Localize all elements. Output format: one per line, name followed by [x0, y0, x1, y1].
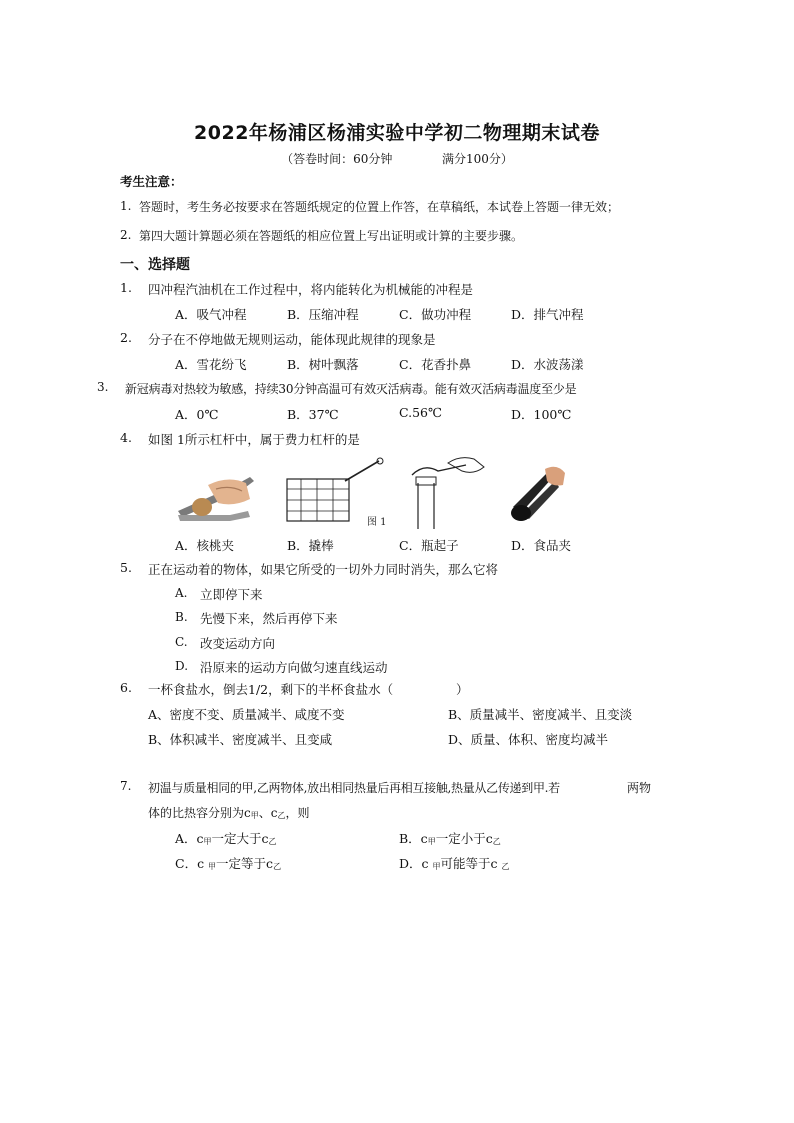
q5-option-b-letter: B.: [175, 610, 188, 624]
q7-option-c-sub1: 甲: [208, 862, 217, 871]
q7-option-d-prefix: D．c: [399, 856, 433, 871]
q2-num: 2.: [120, 330, 132, 345]
q5-option-b-text: 先慢下来，然后再停下来: [200, 611, 338, 626]
q2-option-d: D．水波荡漾: [511, 357, 584, 372]
q3-option-a: A．0℃: [175, 407, 219, 422]
bottle-opener-figure: [412, 458, 484, 529]
q3-option-b: B．37℃: [287, 407, 339, 422]
exam-meta: [0, 150, 794, 167]
q7-stem2-end: ，则: [285, 806, 310, 820]
q7-stem-line2: [148, 804, 309, 821]
q6-stem-end: ）: [456, 682, 469, 697]
figure-1-caption: 图 1: [367, 517, 387, 528]
q1-option-d: D．排气冲程: [511, 307, 584, 322]
q3-option-d: D．100℃: [511, 407, 572, 422]
q3-option-c: C.56℃: [399, 405, 442, 420]
time-label: （答卷时间：60分钟: [281, 152, 393, 166]
q2-stem: 分子在不停地做无规则运动，能体现此规律的现象是: [148, 332, 436, 347]
q5-option-d-text: 沿原来的运动方向做匀速直线运动: [200, 660, 388, 675]
food-tongs-figure: [511, 467, 565, 521]
q7-stem2-text: 体的比热容分别为c: [148, 806, 251, 820]
q4-num: 4.: [120, 430, 132, 445]
q7-num: 7.: [120, 779, 132, 793]
q7-option-b-sub1: 甲: [427, 837, 436, 846]
q7-option-b-sub2: 乙: [492, 837, 501, 846]
q3-stem: 新冠病毒对热较为敏感，持续30分钟高温可有效灭活病毒。能有效灭活病毒温度至少是: [125, 382, 577, 396]
q5-num: 5.: [120, 560, 132, 575]
q7-option-a-body: 一定大于c: [211, 831, 269, 846]
q5-stem: 正在运动着的物体，如果它所受的一切外力同时消失，那么它将: [148, 562, 499, 577]
q6-option-d: D、质量、体积、密度均减半: [448, 732, 609, 747]
q5-option-d-letter: D.: [175, 659, 189, 673]
note-text-1: 答题时，考生务必按要求在答题纸规定的位置上作答，在草稿纸，本试卷上答题一律无效；: [139, 200, 620, 214]
note-text-2: 第四大题计算题必须在答题纸的相应位置上写出证明或计算的主要步骤。: [139, 229, 524, 243]
notes-heading: 考生注意：: [120, 174, 183, 189]
q7-stem: 初温与质量相同的甲,乙两物体,放出相同热量后再相互接触,热量从乙传递到甲.若: [148, 781, 560, 795]
q4-option-d: D．食品夹: [511, 538, 572, 553]
q7-option-b: [399, 829, 501, 847]
q7-option-b-prefix: B．c: [399, 831, 428, 846]
q6-num: 6.: [120, 680, 132, 695]
nutcracker-figure: [178, 477, 254, 521]
q2-option-b: B．树叶飘落: [287, 357, 359, 372]
score-label: 满分100分）: [442, 152, 513, 166]
q7-option-c-prefix: C．c: [175, 856, 209, 871]
q2-option-a: A．雪花纷飞: [175, 357, 247, 372]
q1-num: 1.: [120, 280, 132, 295]
q6-option-a: A、密度不变、质量减半、咸度不变: [148, 707, 345, 722]
q4-option-a: A．核桃夹: [175, 538, 235, 553]
q3-num: 3.: [97, 380, 109, 394]
q5-option-c-text: 改变运动方向: [200, 636, 276, 651]
q7-option-d-sub1: 甲: [432, 862, 441, 871]
q1-option-c: C．做功冲程: [399, 307, 472, 322]
figure-1-levers: [172, 455, 572, 531]
q6-stem: 一杯食盐水，倒去1/2，剩下的半杯食盐水（: [148, 682, 394, 697]
q5-option-a-letter: A.: [175, 586, 188, 600]
note-num-2: 2.: [120, 228, 132, 242]
q6-option-c: B、体积减半、密度减半、且变咸: [148, 732, 333, 747]
q7-option-a-prefix: A．c: [175, 831, 204, 846]
q4-option-c: C．瓶起子: [399, 538, 459, 553]
q7-option-a-sub2: 乙: [268, 837, 277, 846]
q7-option-d: [399, 854, 509, 872]
section-heading: 一、选择题: [120, 257, 190, 273]
crowbar-figure: [287, 458, 387, 528]
q7-stem2-sub-yi: 乙: [277, 811, 286, 820]
q5-option-c-letter: C.: [175, 635, 188, 649]
q7-option-c: [175, 854, 281, 872]
q7-option-c-sub2: 乙: [273, 862, 282, 871]
q2-option-c: C．花香扑鼻: [399, 357, 472, 372]
q7-option-b-body: 一定小于c: [435, 831, 493, 846]
q7-option-c-body: 一定等于c: [216, 856, 274, 871]
q7-option-d-sub2: 乙: [501, 862, 510, 871]
q7-stem-tail: 两物: [627, 781, 652, 795]
q6-option-b: B、质量减半、密度减半、且变淡: [448, 707, 633, 722]
q4-stem: 如图 1所示杠杆中，属于费力杠杆的是: [148, 432, 360, 447]
q7-stem2-sub-jia: 甲: [250, 811, 259, 820]
q4-option-b: B．撬棒: [287, 538, 334, 553]
q7-option-a: [175, 829, 277, 847]
q7-stem2-mid: 、c: [258, 806, 278, 820]
q7-option-d-body: 可能等于c: [440, 856, 502, 871]
q7-option-a-sub1: 甲: [203, 837, 212, 846]
page-title: 2022年杨浦区杨浦实验中学初二物理期末试卷: [194, 122, 600, 144]
q1-stem: 四冲程汽油机在工作过程中，将内能转化为机械能的冲程是: [148, 282, 474, 297]
q1-option-a: A．吸气冲程: [175, 307, 247, 322]
q5-option-a-text: 立即停下来: [200, 587, 263, 602]
q1-option-b: B．压缩冲程: [287, 307, 359, 322]
note-num-1: 1.: [120, 199, 132, 213]
